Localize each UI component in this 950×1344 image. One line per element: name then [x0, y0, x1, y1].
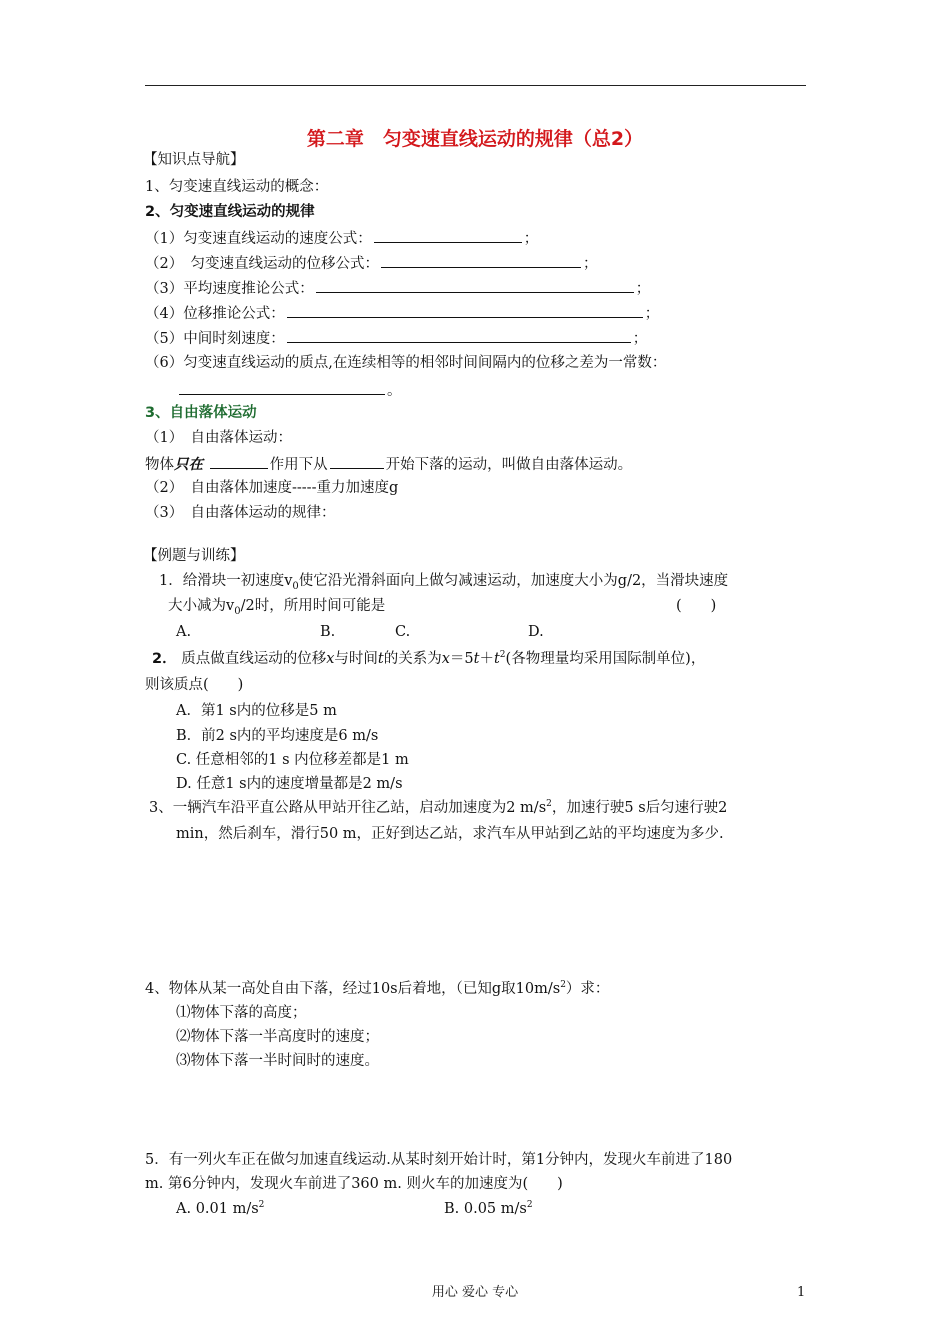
option-d: D.: [528, 624, 544, 640]
free-fall-item-2: （2） 自由落体加速度-----重力加速度g: [145, 480, 399, 496]
option-c: C. 任意相邻的1 s 内位移差都是1 m: [176, 752, 409, 768]
formula-difference-answer: 。: [177, 380, 402, 400]
free-fall-item-1: （1） 自由落体运动：: [145, 430, 292, 446]
section-heading-knowledge: 【知识点导航】: [143, 152, 245, 168]
formula-average-velocity: （3）平均速度推论公式： ；: [145, 278, 650, 298]
page-title: 第二章 匀变速直线运动的规律（总2）: [306, 128, 644, 150]
section-heading-examples: 【例题与训练】: [143, 548, 245, 564]
formula-midtime-velocity: （5）中间时刻速度： ；: [145, 328, 647, 348]
blank-line[interactable]: [179, 380, 385, 395]
free-fall-item-3: （3） 自由落体运动的规律：: [145, 505, 336, 521]
formula-displacement: （2） 匀变速直线运动的位移公式： ；: [145, 253, 597, 273]
question-3-line-1: 3、一辆汽车沿平直公路从甲站开往乙站，启动加速度为2 $m/s^2$，加速行驶5 s后匀速行驶2: [149, 799, 728, 816]
question-5-line-2: m. 第6分钟内，发现火车前进了360 m. 则火车的加速度为( ): [145, 1176, 563, 1192]
option-b: B．前2 s内的平均速度是6 m/s: [176, 728, 379, 744]
question-4-part-1: ⑴物体下落的高度；: [176, 1005, 307, 1021]
blank-line[interactable]: [374, 228, 522, 243]
blank-line[interactable]: [316, 278, 634, 293]
question-4-line-1: 4、物体从某一高处自由下落，经过10s后着地，（已知g取$10m/s^2$）求：: [145, 980, 610, 997]
option-d: D. 任意1 s内的速度增量都是2 m/s: [176, 776, 403, 792]
option-c: C.: [395, 624, 411, 640]
blank-line[interactable]: [287, 303, 643, 318]
formula-displacement-inference: （4）位移推论公式： ；: [145, 303, 659, 323]
option-a: A. 0.01 $m/s^2$: [176, 1200, 265, 1217]
page-footer: 用心 爱心 专心: [431, 1285, 519, 1300]
knowledge-item-3: 3、自由落体运动: [145, 405, 257, 421]
option-b: B.: [320, 624, 336, 640]
free-fall-definition: 物体只在 作用下从 开始下落的运动，叫做自由落体运动。: [145, 456, 633, 473]
blank-line[interactable]: [381, 253, 581, 268]
question-3-line-2: min，然后刹车，滑行50 m，正好到达乙站，求汽车从甲站到乙站的平均速度为多少.: [176, 826, 724, 842]
formula-displacement-difference: （6）匀变速直线运动的质点,在连续相等的相邻时间间隔内的位移之差为一常数：: [145, 355, 667, 371]
blank-line[interactable]: [210, 454, 268, 469]
page-number: 1: [797, 1285, 806, 1300]
question-4-part-3: ⑶物体下落一半时间时的速度。: [176, 1053, 379, 1069]
question-5-line-1: 5．有一列火车正在做匀加速直线运动.从某时刻开始计时，第1分钟内，发现火车前进了180: [145, 1152, 733, 1168]
knowledge-item-1: 1、匀变速直线运动的概念：: [145, 179, 329, 195]
formula-velocity: （1）匀变速直线运动的速度公式： ；: [145, 228, 538, 248]
option-b: B. 0.05 $m/s^2$: [444, 1200, 533, 1217]
option-a: A.: [176, 624, 192, 640]
question-1-line-1: 1．给滑块一初速度$v_0$使它沿光滑斜面向上做匀减速运动，加速度大小为g/2，当滑块速度: [159, 573, 729, 592]
option-a: A．第1 s内的位移是5 m: [176, 703, 337, 719]
question-2-line-1: 2． 质点做直线运动的位移x与时间t的关系为$x=5t+t^2$(各物理量均采用国际制单位)，: [152, 650, 706, 667]
blank-line[interactable]: [330, 454, 384, 469]
knowledge-item-2: 2、匀变速直线运动的规律: [145, 204, 315, 220]
header-rule: [145, 85, 806, 86]
question-1-line-2: 大小减为$v_0/2$时，所用时间可能是: [168, 598, 386, 617]
question-2-line-2: 则该质点( ): [145, 677, 244, 693]
answer-paren: ( ): [676, 598, 717, 614]
question-4-part-2: ⑵物体下落一半高度时的速度；: [176, 1029, 379, 1045]
blank-line[interactable]: [287, 328, 631, 343]
